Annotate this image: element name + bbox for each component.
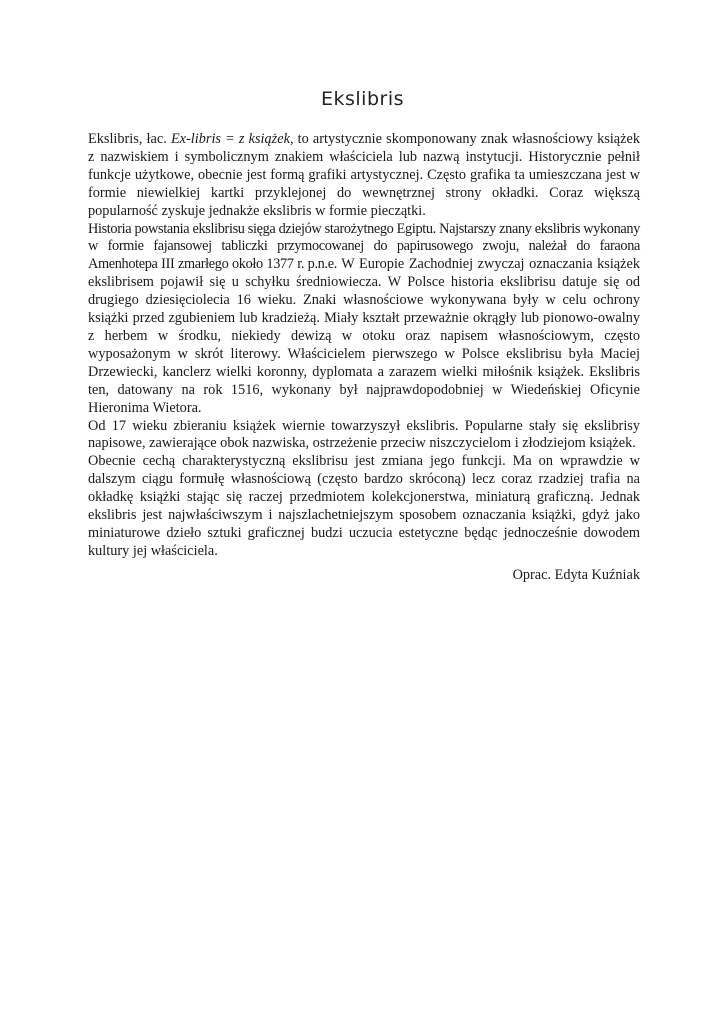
paragraph-1-italic: Ex-libris = z książek: [170, 131, 290, 147]
paragraph-1: [88, 131, 640, 221]
paragraph-2: [88, 221, 640, 418]
paragraph-2-opening: Historia powstania ekslibrisu sięga dziejów starożytnego Egiptu. Najstarszy znany ekslibris wykonany w formie fajansowej tabliczki przymocowanej do papirusowego zwoju, należał do faraona Amenhotepa III zmarłego około 1377 r. p.n.e.: [88, 220, 640, 273]
paragraph-1-rest: , to artystycznie skomponowany znak własnościowy książek z nazwiskiem i symbolicznym znakiem właściciela lub nazwą instytucji. Historycznie pełnił funkcje użytkowe, obecnie jest formą grafiki artystycznej. Często grafika ta umieszczana jest w formie niewielkiej kartki przyklejonej do wewnętrznej strony okładki. Coraz większą popularność zyskuje jednakże ekslibris w formie pieczątki.: [88, 131, 640, 219]
author-signature: Oprac. Edyta Kuźniak: [512, 567, 640, 583]
paragraph-3: Od 17 wieku zbieraniu książek wiernie towarzyszył ekslibris. Popularne stały się ekslibrisy napisowe, zawierające obok nazwiska, ostrzeżenie przeciw niszczycielom i złodziejom książek.: [88, 417, 640, 452]
paragraph-1-lead: Ekslibris, łac.: [88, 131, 171, 147]
document-title: Ekslibris: [320, 88, 404, 110]
paragraph-2-rest: W Europie Zachodniej zwyczaj oznaczania książek ekslibrisem pojawił się u schyłku średniowiecza. W Polsce historia ekslibrisu datuje się od drugiego dziesięciolecia 16 wieku. Znaki własnościowe wykonywana były w celu ochrony książki przed zgubieniem lub kradzieżą. Miały kształt przeważnie okrągły lub pionowo-owalny z herbem w środku, niekiedy dewizą w otoku oraz napisem własnościowym, często wyposażonym w skrót literowy. Właścicielem pierwszego w Polsce ekslibrisu była Maciej Drzewiecki, kanclerz wielki koronny, dyplomata a zarazem wielki miłośnik książek. Ekslibris ten, datowany na rok 1516, wykonany był najprawdopodobniej w Wiedeńskiej Oficynie Hieronima Wietora.: [88, 256, 640, 416]
paragraph-4: Obecnie cechą charakterystyczną ekslibrisu jest zmiana jego funkcji. Ma on wprawdzie w dalszym ciągu formułę własnościową (często bardzo skróconą) lecz coraz rzadziej trafia na okładkę książki stając się raczej przedmiotem kolekcjonerstwa, miniaturą graficzną. Jednak ekslibris jest najwłaściwszym i najszlachetniejszym sposobem oznaczania książki, gdyż jako miniaturowe dzieło sztuki graficznej budzi uczucia estetyczne będąc jednocześnie dowodem kultury jej właściciela.: [88, 453, 640, 559]
document-body: [88, 131, 640, 561]
